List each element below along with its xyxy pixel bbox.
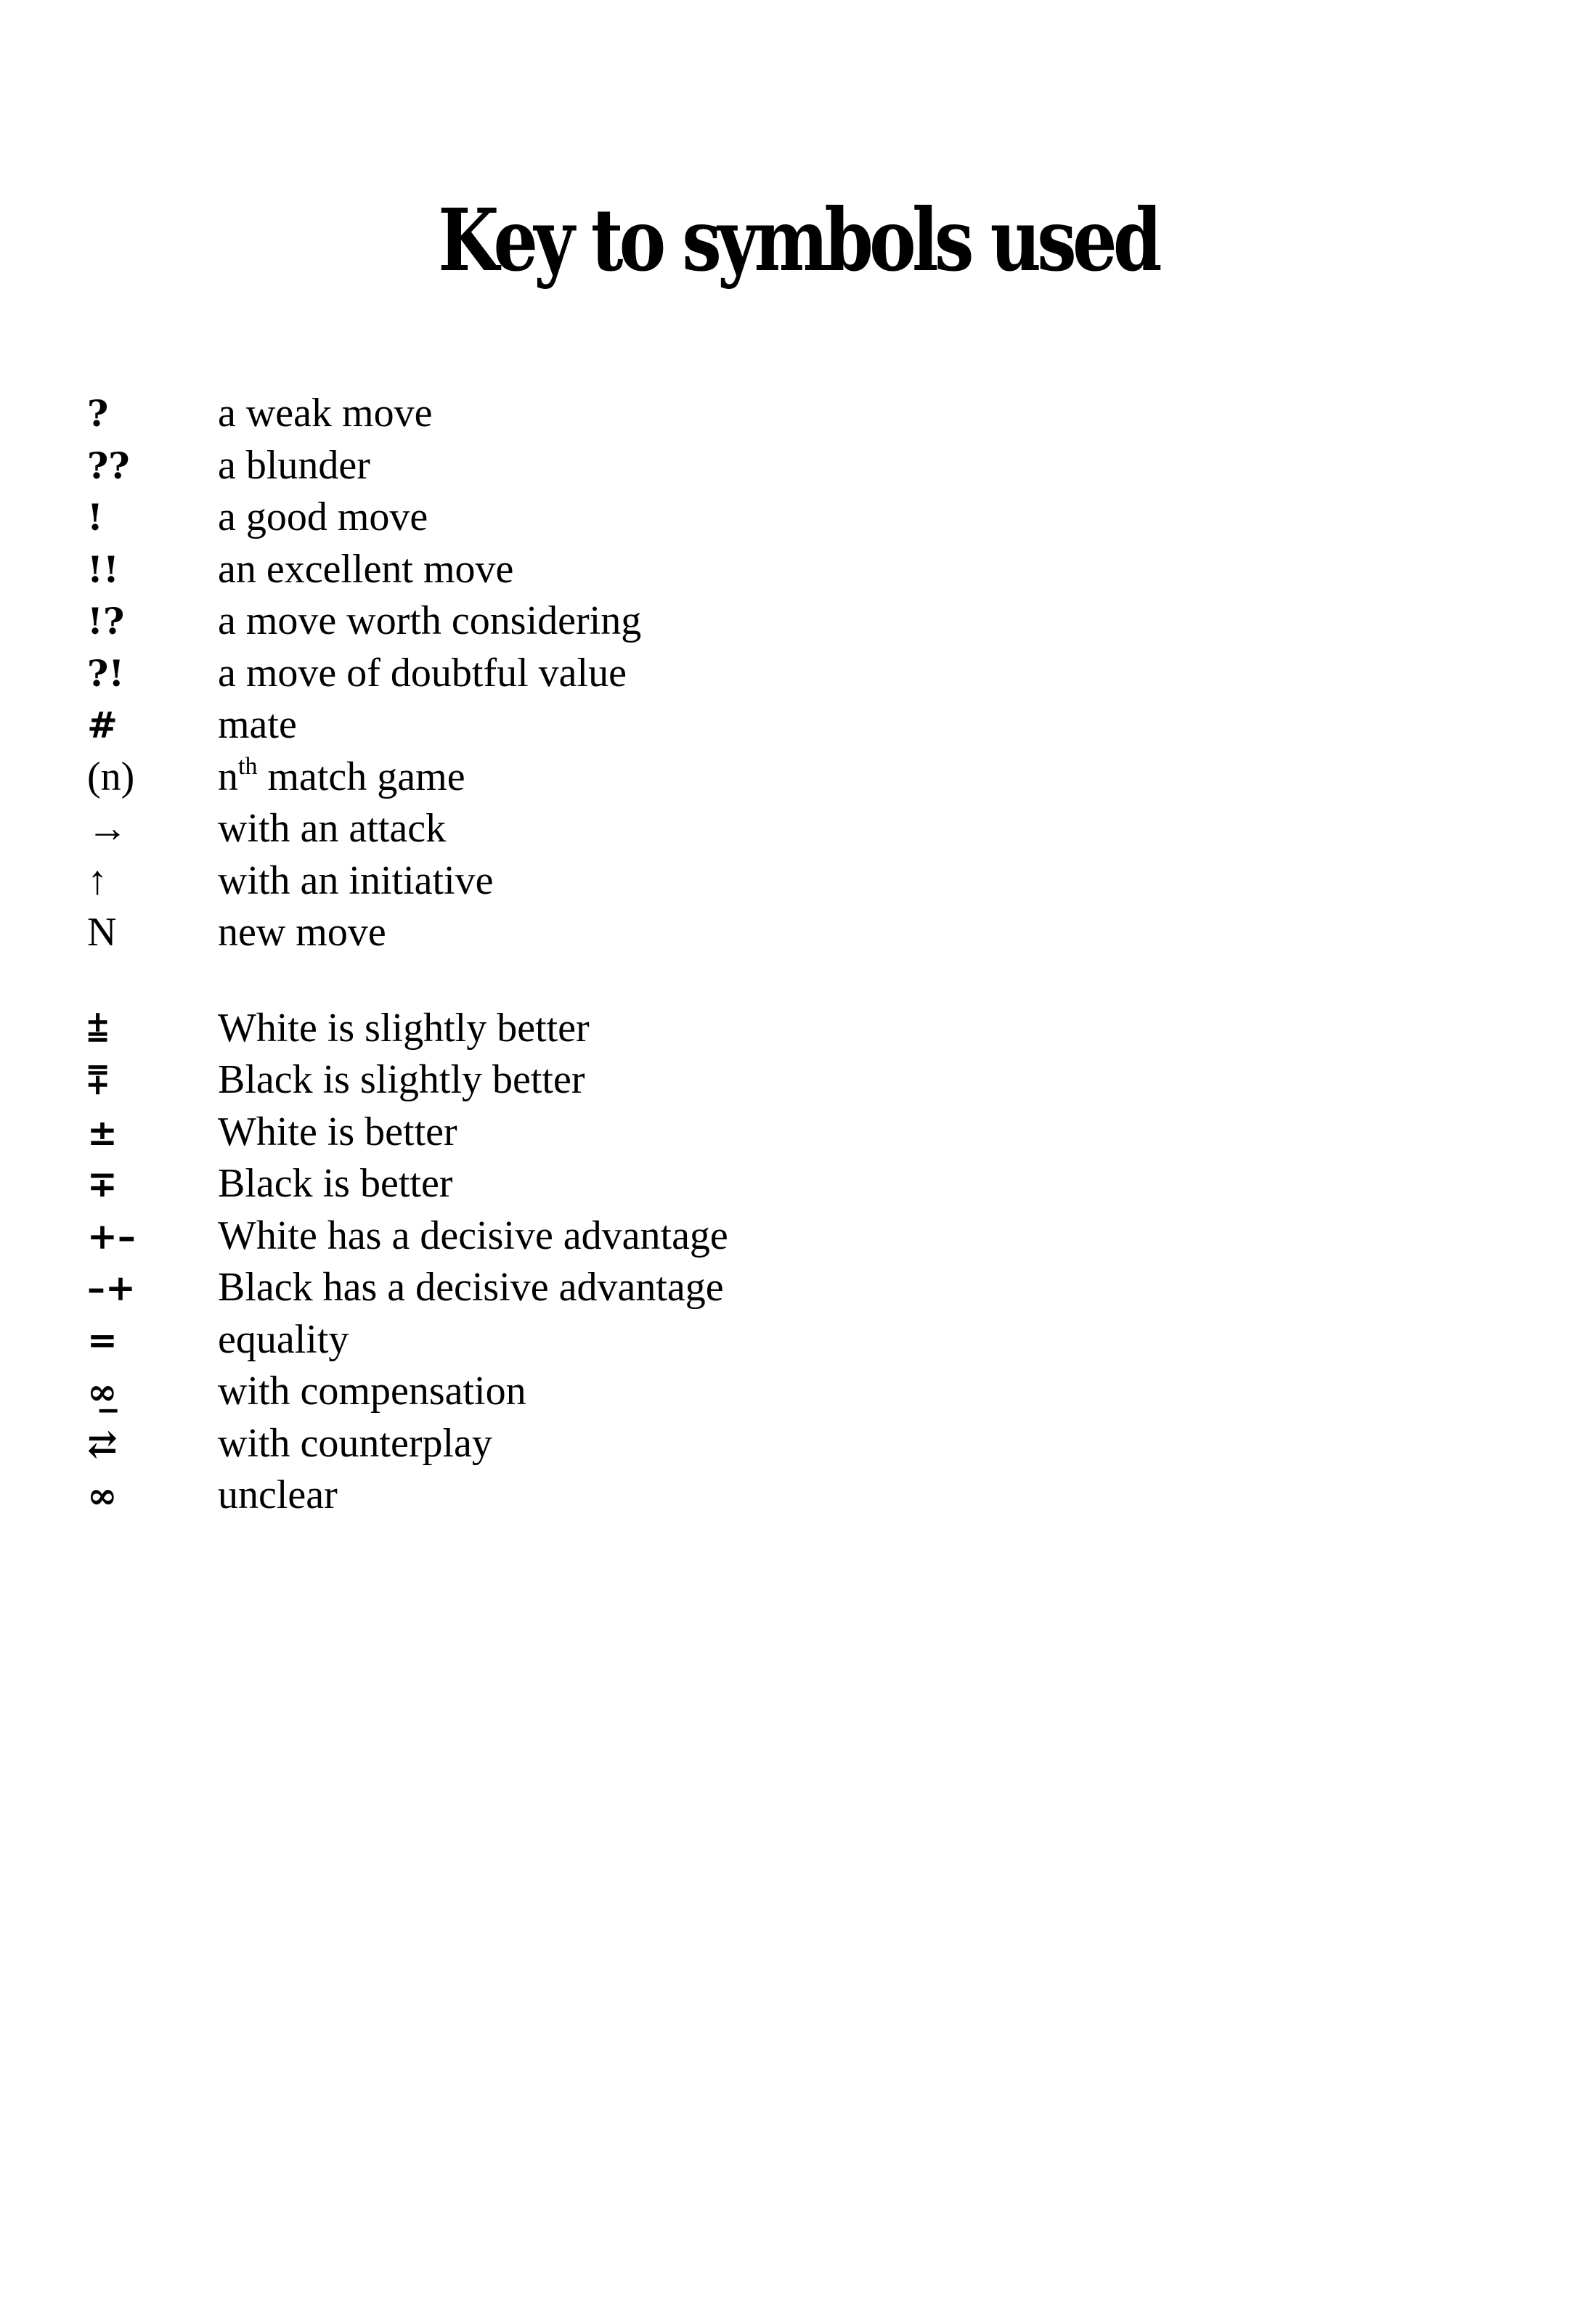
symbol: (n): [87, 754, 135, 799]
description: equality: [218, 1316, 349, 1362]
key-row-white-slightly-better: [87, 1003, 1394, 1055]
description: mate: [218, 702, 297, 747]
description-superscript: th: [238, 752, 258, 780]
symbol: +–: [87, 1214, 136, 1258]
description: Black is slightly better: [218, 1057, 585, 1102]
symbol: ??: [87, 444, 130, 487]
page-title: Key to symbols used: [438, 189, 1158, 290]
description: with an attack: [218, 806, 447, 851]
description: an excellent move: [218, 546, 514, 592]
key-row-white-decisive: [87, 1210, 1394, 1263]
description: White is slightly better: [218, 1005, 590, 1051]
key-row-weak-move: [87, 388, 1394, 440]
description: White is better: [218, 1109, 457, 1154]
symbol: ?: [87, 392, 109, 435]
description: with counterplay: [218, 1420, 492, 1466]
description: with compensation: [218, 1369, 526, 1414]
description-prefix: n: [218, 754, 238, 799]
description-suffix: match game: [257, 754, 465, 799]
key-row-white-better: [87, 1106, 1394, 1159]
key-row-counterplay: [87, 1418, 1394, 1470]
infinity-icon: ∞: [87, 1474, 118, 1517]
symbol: ⩱: [87, 1059, 109, 1101]
key-row-initiative: [87, 855, 1394, 908]
symbol: !: [87, 496, 103, 539]
description: a blunder: [218, 442, 370, 488]
description: a weak move: [218, 391, 433, 436]
key-row-mate: [87, 699, 1394, 751]
key-row-blunder: [87, 440, 1394, 492]
description: a move worth considering: [218, 598, 642, 643]
key-row-black-better: [87, 1158, 1394, 1210]
symbol: =: [87, 1318, 118, 1361]
description: Black is better: [218, 1161, 453, 1206]
symbol: –+: [87, 1266, 136, 1309]
key-row-good-move: [87, 492, 1394, 544]
key-row-excellent-move: [87, 544, 1394, 596]
key-row-equality: [87, 1314, 1394, 1366]
description: Black has a decisive advantage: [218, 1265, 724, 1310]
symbol: ∓: [87, 1162, 118, 1205]
description: with an initiative: [218, 857, 494, 903]
description: a good move: [218, 494, 428, 539]
key-row-attack: [87, 803, 1394, 855]
symbol: ⩲: [87, 1006, 109, 1050]
description: a move of doubtful value: [218, 650, 627, 696]
symbol: !!: [87, 547, 119, 591]
symbol: N: [87, 910, 117, 955]
compensation-icon: ∞̲: [87, 1370, 118, 1413]
description: [218, 751, 1394, 804]
symbol-key-list: [87, 388, 1394, 1522]
key-row-compensation: [87, 1366, 1394, 1418]
description: White has a decisive advantage: [218, 1213, 728, 1258]
key-row-worth-considering: [87, 595, 1394, 648]
description: unclear: [218, 1472, 338, 1517]
symbol: ±: [87, 1110, 118, 1154]
key-row-match-game: [87, 751, 1394, 804]
key-row-unclear: [87, 1470, 1394, 1522]
symbol: #: [87, 704, 118, 746]
key-row-black-decisive: [87, 1262, 1394, 1314]
symbol: !?: [87, 600, 125, 643]
key-row-doubtful-value: [87, 648, 1394, 700]
description: new move: [218, 910, 386, 955]
arrow-right-icon: →: [87, 806, 128, 851]
symbol: ?!: [87, 651, 125, 695]
counterplay-arrows-icon: ⇄: [87, 1422, 118, 1465]
key-row-new-move: [87, 907, 1394, 959]
key-row-black-slightly-better: [87, 1054, 1394, 1106]
arrow-up-icon: ↑: [87, 857, 107, 903]
